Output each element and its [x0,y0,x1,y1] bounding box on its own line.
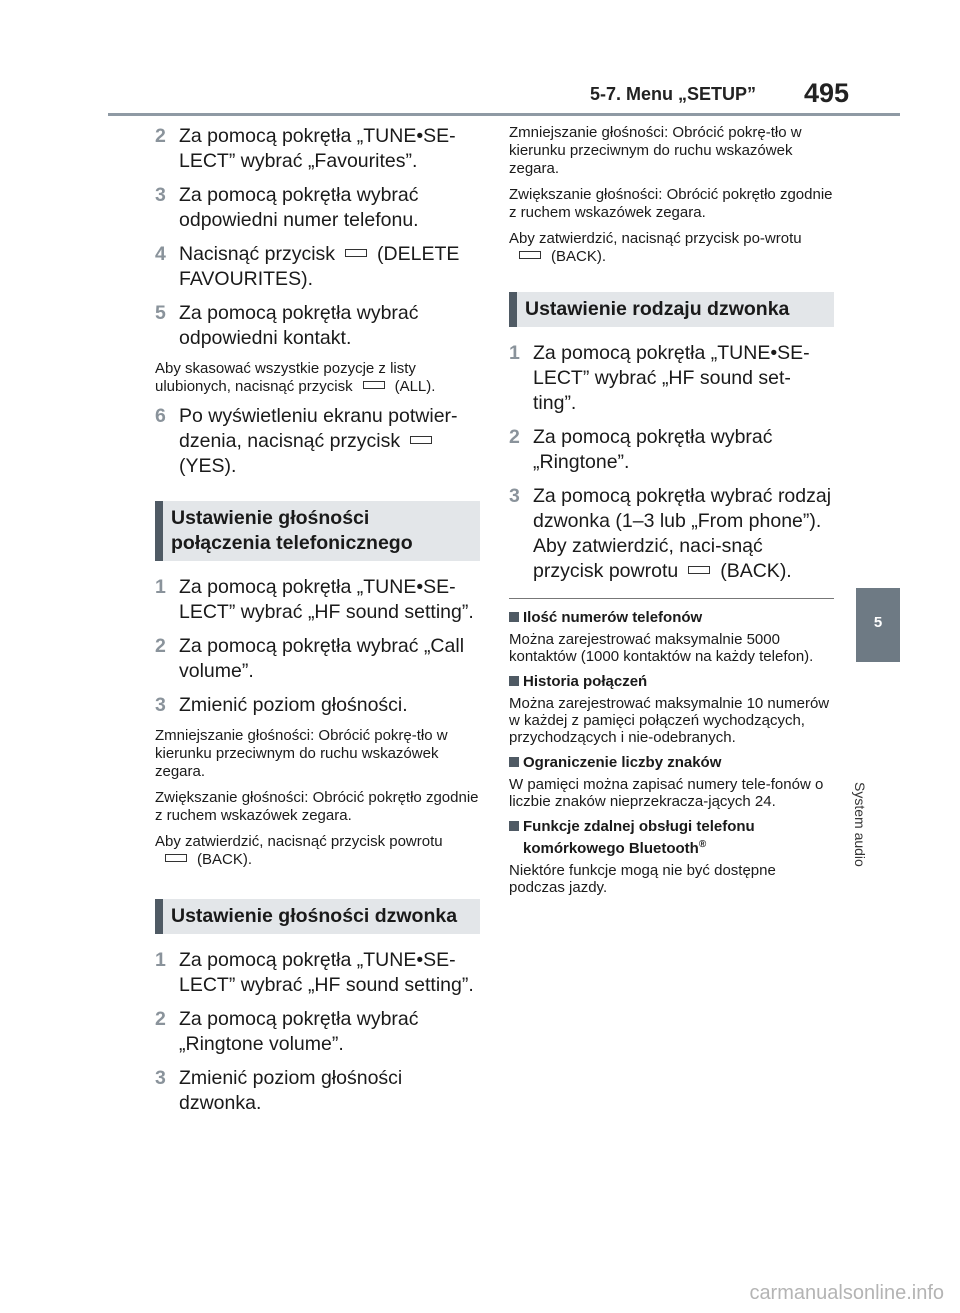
bullet-square-icon [509,676,519,686]
step-text: Za pomocą pokrętła wybrać rodzaj dzwonka (1–3 lub „From phone”). Aby zatwierdzić, naci-snąć przycisk powrotu [533,485,832,582]
note-heading [509,818,834,858]
step-text: Za pomocą pokrętła „TUNE•SE-LECT” wybrać „HF sound setting”. [179,949,474,996]
button-icon [688,566,710,574]
note-heading-text: Ilość numerów telefonów [523,609,703,626]
note-heading-text: Funkcje zdalnej obsługi telefonu komórkowego Bluetooth [523,818,755,857]
step-number: 5 [155,302,166,324]
step-text: Za pomocą pokrętła wybrać odpowiedni kontakt. [179,302,419,349]
section-heading: Ustawienie rodzaju dzwonka [509,292,834,327]
step [155,242,480,292]
button-icon [519,251,541,259]
notes-divider [509,598,834,599]
note-body: Niektóre funkcje mogą nie być dostępne podczas jazdy. [509,862,776,896]
step-text: (YES). [179,455,237,477]
step-text: Za pomocą pokrętła wybrać „Call volume”. [179,635,465,682]
section-heading: Ustawienie głośności dzwonka [155,899,480,934]
note-text-post: (BACK). [197,851,253,868]
note-text-pre: Aby zatwierdzić, nacisnąć przycisk po-wrotu [509,230,802,247]
button-icon [363,381,385,389]
step [155,1066,480,1116]
step [155,634,480,684]
step [155,124,480,174]
step-text: (DELETE FAVOURITES). [179,243,460,290]
note-text: Zmniejszanie głośności: Obrócić pokrę-tło w kierunku przeciwnym do ruchu wskazówek zegara. [155,727,448,780]
step-number: 1 [155,576,166,598]
bullet-square-icon [509,757,519,767]
note-text-pre: Aby zatwierdzić, nacisnąć przycisk powrotu [155,833,443,850]
section-title: 5-7. Menu „SETUP” [590,84,757,104]
step-number: 4 [155,243,166,265]
chapter-label: System audio [852,782,868,867]
step-number: 2 [155,1008,166,1030]
page-number: 495 [804,78,850,108]
step-number: 1 [509,342,520,364]
step-text: Nacisnąć przycisk [179,243,336,265]
note-body: W pamięci można zapisać numery tele-fonów o liczbie znaków nieprzekracza-jących 24. [509,776,824,810]
step-number: 2 [509,426,520,448]
note-heading [509,609,834,627]
button-icon [345,249,367,257]
step-text: Za pomocą pokrętła „TUNE•SE-LECT” wybrać „Favourites”. [179,125,456,172]
note-text-post: (BACK). [551,248,607,265]
step-number: 3 [155,1067,166,1089]
note-body: Można zarejestrować maksymalnie 10 numerów w każdej z pamięci połączeń wychodzących, przychodzących i nie-odebranych. [509,695,830,746]
step-text: (BACK). [720,560,792,582]
step [155,404,480,479]
left-column [155,124,480,1125]
note-text-pre: Aby skasować wszystkie pozycje z listy ulubionych, nacisnąć przycisk [155,360,416,395]
note-text [155,833,480,869]
step-number: 3 [509,485,520,507]
step-number: 2 [155,635,166,657]
step-number: 3 [155,694,166,716]
button-icon [165,854,187,862]
step [155,575,480,625]
step-text: Za pomocą pokrętła „TUNE•SE-LECT” wybrać „HF sound set-ting”. [533,342,810,414]
step-number: 3 [155,184,166,206]
step-text: Za pomocą pokrętła wybrać „Ringtone”. [533,426,773,473]
step [509,484,834,584]
step-number: 2 [155,125,166,147]
step-text: Zmienić poziom głośności dzwonka. [179,1067,403,1114]
step [509,425,834,475]
step-text: Zmienić poziom głośności. [179,694,408,716]
note-heading [509,754,834,772]
header-divider [108,113,900,116]
registered-mark: ® [698,839,707,850]
step [155,948,480,998]
bullet-square-icon [509,821,519,831]
note-heading-text: Ograniczenie liczby znaków [523,754,722,771]
note-text: Zmniejszanie głośności: Obrócić pokrę-tło w kierunku przeciwnym do ruchu wskazówek zegara. [509,124,802,177]
step-text: Po wyświetleniu ekranu potwier-dzenia, nacisnąć przycisk [179,405,458,452]
section-heading: Ustawienie głośności połączenia telefonicznego [155,501,480,561]
step-text: Za pomocą pokrętła „TUNE•SE-LECT” wybrać „HF sound setting”. [179,576,474,623]
step-text: Za pomocą pokrętła wybrać odpowiedni numer telefonu. [179,184,419,231]
step-text: Za pomocą pokrętła wybrać „Ringtone volume”. [179,1008,419,1055]
note-text [155,360,480,396]
bullet-square-icon [509,612,519,622]
note-text: Zwiększanie głośności: Obrócić pokrętło zgodnie z ruchem wskazówek zegara. [155,789,479,824]
step [509,341,834,416]
note-text-post: (ALL). [394,378,436,395]
note-heading [509,673,834,691]
note-text [509,230,834,266]
step [155,693,480,718]
step [155,301,480,351]
step-number: 1 [155,949,166,971]
chapter-tab [856,588,900,662]
step [155,183,480,233]
watermark: carmanualsonline.info [749,1282,944,1304]
step-number: 6 [155,405,166,427]
step [155,1007,480,1057]
right-column [509,124,834,904]
chapter-number: 5 [873,614,883,631]
note-heading-text: Historia połączeń [523,673,648,690]
note-text: Zwiększanie głośności: Obrócić pokrętło zgodnie z ruchem wskazówek zegara. [509,186,833,221]
note-body: Można zarejestrować maksymalnie 5000 kontaktów (1000 kontaktów na każdy telefon). [509,631,814,665]
button-icon [410,436,432,444]
